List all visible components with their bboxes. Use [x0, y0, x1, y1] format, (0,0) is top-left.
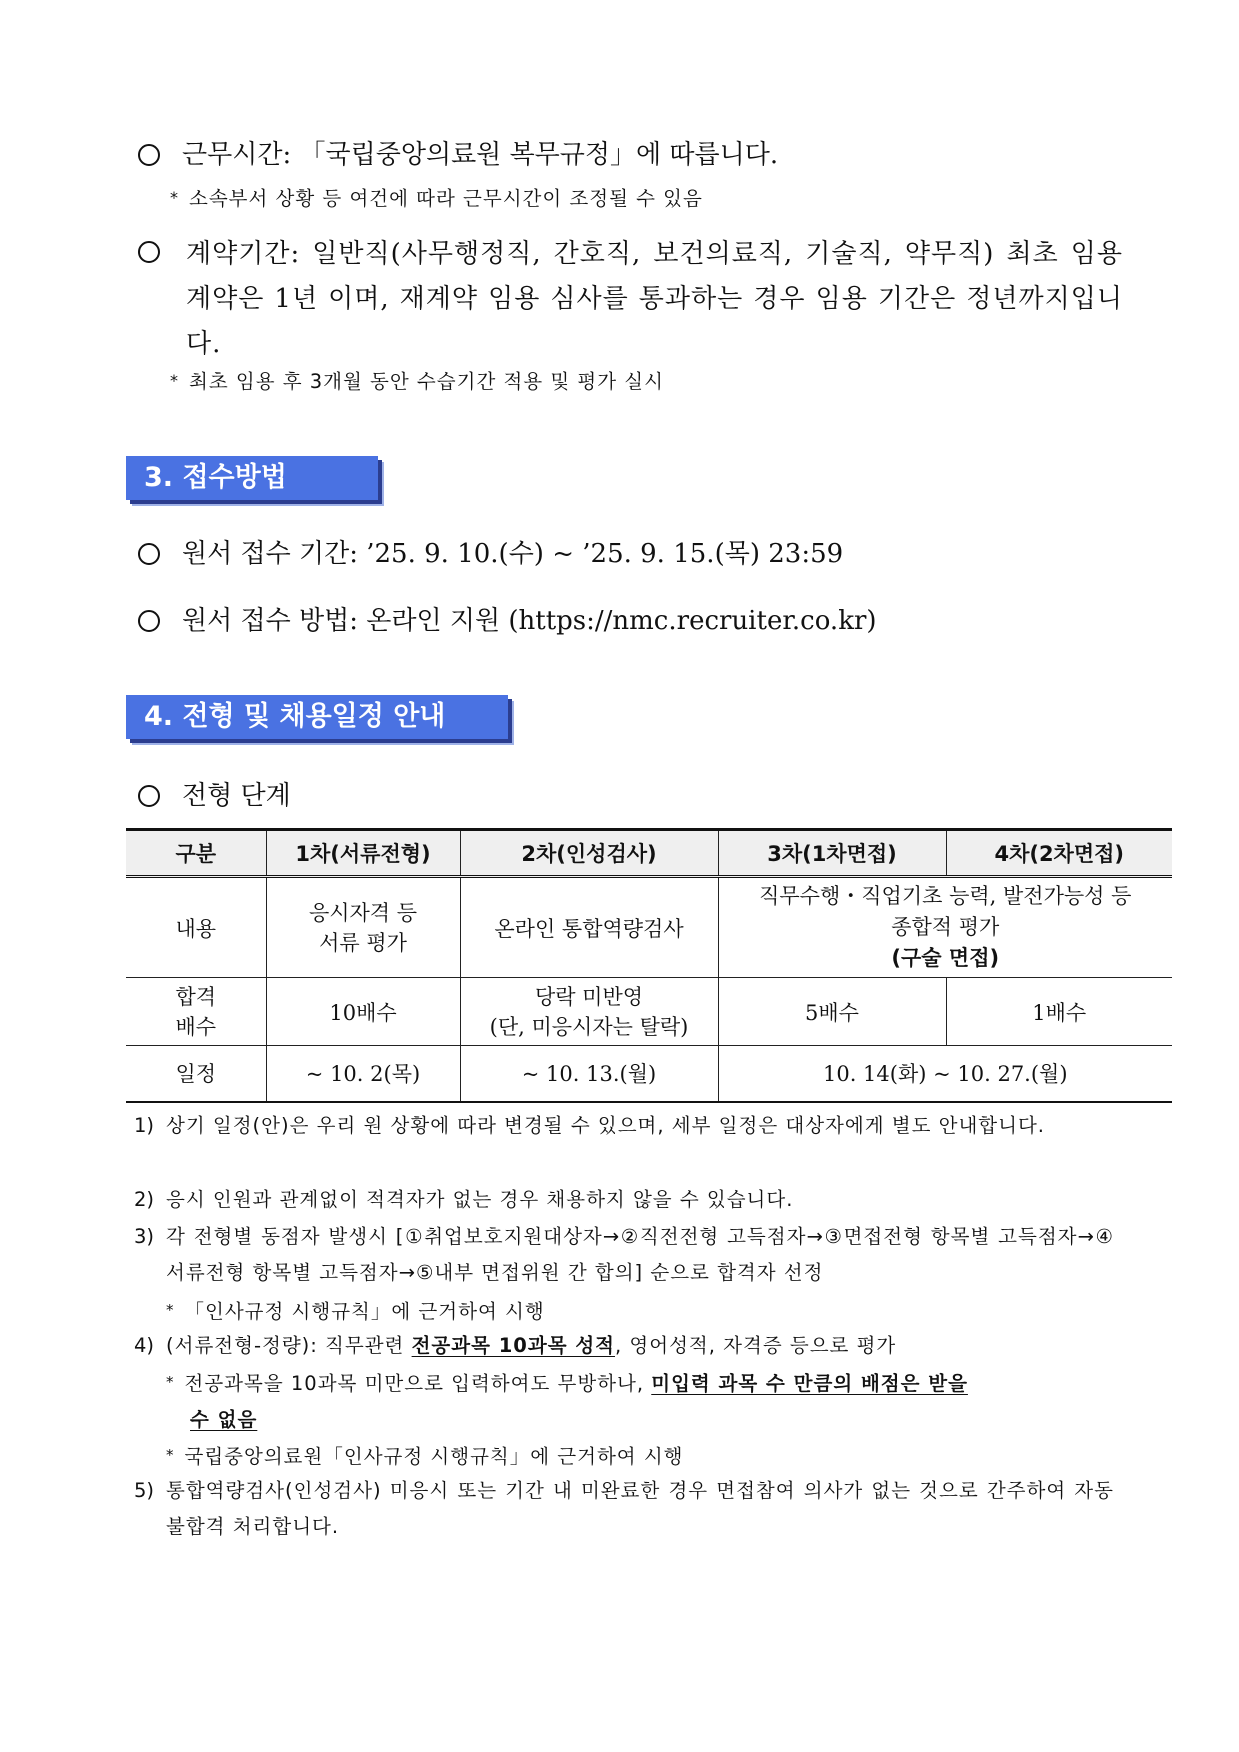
- application-period-text: 원서 접수 기간: ’25. 9. 10.(수) ~ ’25. 9. 15.(목) 23:59: [182, 539, 844, 569]
- schedule-stage-3-4: 10. 14(화) ~ 10. 27.(월): [718, 1046, 1172, 1102]
- footnote-4-pre: (서류전형-정량): 직무관련: [166, 1334, 412, 1357]
- content-stage-1-line1: 응시자격 등: [308, 900, 418, 925]
- footnote-number: 2): [134, 1188, 155, 1211]
- circle-bullet-icon: [138, 610, 160, 632]
- asterisk-icon: *: [166, 1373, 175, 1391]
- footnote-4-note-1-emphasis-cont: 수 없음: [190, 1408, 258, 1431]
- circle-bullet-icon: [138, 543, 160, 565]
- screening-stages-text: 전형 단계: [182, 781, 291, 811]
- content-stage-3-line1: 직무수행・직업기초 능력, 발전가능성 등: [759, 884, 1132, 908]
- pass-stage-1: 10배수: [266, 978, 460, 1046]
- asterisk-icon: *: [170, 371, 179, 390]
- footnote-3-note: [166, 1292, 1114, 1330]
- content-stage-3-line3: (구술 면접): [891, 946, 1000, 970]
- contract-item: [138, 232, 1123, 367]
- header-stage-1: 1차(서류전형): [266, 830, 460, 877]
- footnote-3-text: 각 전형별 동점자 발생시 [①취업보호지원대상자→②직전전형 고득점자→③면접전형 항목별 고득점자→④서류전형 항목별 고득점자→⑤내부 면접위원 간 합의] 순으로 합격자 선정: [166, 1225, 1114, 1284]
- table-row-pass-multiple: [126, 978, 1172, 1046]
- asterisk-icon: *: [166, 1301, 175, 1319]
- circle-bullet-icon: [138, 785, 160, 807]
- screening-schedule-table: [126, 828, 1172, 1103]
- header-stage-2: 2차(인성검사): [460, 830, 718, 877]
- footnote-number: 3): [134, 1225, 155, 1248]
- contract-text: 계약기간: 일반직(사무행정직, 간호직, 보건의료직, 기술직, 약무직) 최초 임용계약은 1년 이며, 재계약 임용 심사를 통과하는 경우 임용 기간은 정년까지입니다.: [186, 239, 1123, 359]
- footnote-number: 4): [134, 1334, 155, 1357]
- pass-stage-2-line2: (단, 미응시자는 탈락): [489, 1014, 689, 1039]
- section-header-4: 4. 전형 및 채용일정 안내: [126, 695, 508, 739]
- footnote-1: [134, 1108, 1114, 1144]
- application-method-item: [138, 604, 877, 638]
- pass-stage-3: 5배수: [718, 978, 946, 1046]
- table-row-content: [126, 877, 1172, 978]
- footnote-4-post: , 영어성적, 자격증 등으로 평가: [615, 1334, 897, 1357]
- circle-bullet-icon: [138, 144, 160, 166]
- work-hours-note: [170, 184, 703, 213]
- footnote-4-note-2: [166, 1437, 1114, 1475]
- work-hours-text: 근무시간: 「국립중앙의료원 복무규정」에 따릅니다.: [182, 140, 779, 170]
- pass-stage-4: 1배수: [946, 978, 1172, 1046]
- header-category: 구분: [126, 830, 266, 877]
- footnote-3-note-text: 「인사규정 시행규칙」에 근거하여 시행: [184, 1300, 545, 1323]
- footnote-2: [134, 1182, 1114, 1218]
- schedule-stage-1: ~ 10. 2(목): [266, 1046, 460, 1102]
- footnote-4: [134, 1328, 1114, 1364]
- content-stage-2: 온라인 통합역량검사: [460, 877, 718, 978]
- pass-stage-2-line1: 당락 미반영: [534, 984, 644, 1009]
- screening-stages-item: [138, 779, 291, 813]
- row-label-schedule: 일정: [126, 1046, 266, 1102]
- footnote-4-note-1: [166, 1364, 1114, 1438]
- content-stage-1: [266, 877, 460, 978]
- asterisk-icon: *: [170, 188, 179, 207]
- asterisk-icon: *: [166, 1446, 175, 1464]
- pass-stage-2: [460, 978, 718, 1046]
- work-hours-item: [138, 138, 778, 172]
- footnote-number: 1): [134, 1114, 155, 1137]
- schedule-stage-2: ~ 10. 13.(월): [460, 1046, 718, 1102]
- content-stage-3-4: [718, 877, 1172, 978]
- footnote-2-text: 응시 인원과 관계없이 적격자가 없는 경우 채용하지 않을 수 있습니다.: [166, 1188, 794, 1211]
- footnote-3: [134, 1219, 1114, 1291]
- table-row-schedule: [126, 1046, 1172, 1102]
- footnote-5: [134, 1473, 1114, 1545]
- footnote-5-text: 통합역량검사(인성검사) 미응시 또는 기간 내 미완료한 경우 면접참여 의사가 없는 것으로 간주하여 자동 불합격 처리합니다.: [166, 1479, 1114, 1538]
- application-method-text: 원서 접수 방법: 온라인 지원 (https://nmc.recruiter.co.kr): [182, 606, 877, 636]
- row-label-pass: [126, 978, 266, 1046]
- footnote-4-emphasis: 전공과목 10과목 성적: [411, 1334, 616, 1357]
- footnote-4-note-2-text: 국립중앙의료원「인사규정 시행규칙」에 근거하여 시행: [184, 1445, 684, 1468]
- footnote-1-text: 상기 일정(안)은 우리 원 상황에 따라 변경될 수 있으며, 세부 일정은 대상자에게 별도 안내합니다.: [166, 1114, 1045, 1137]
- footnote-number: 5): [134, 1479, 155, 1502]
- row-label-content: 내용: [126, 877, 266, 978]
- footnote-4-note-1-emphasis: 미입력 과목 수 만큼의 배점은 받을: [651, 1372, 968, 1395]
- circle-bullet-icon: [138, 241, 160, 263]
- header-stage-4: 4차(2차면접): [946, 830, 1172, 877]
- row-label-pass-line1: 합격: [175, 984, 217, 1009]
- content-stage-3-line2: 종합적 평가: [891, 915, 1000, 939]
- header-stage-3: 3차(1차면접): [718, 830, 946, 877]
- application-period-item: [138, 537, 843, 571]
- section-header-3: 3. 접수방법: [126, 456, 378, 500]
- row-label-pass-line2: 배수: [175, 1014, 217, 1039]
- contract-note: [170, 367, 664, 396]
- table-header-row: [126, 830, 1172, 877]
- footnote-4-text: [166, 1328, 1114, 1364]
- footnote-4-note-1-pre: 전공과목을 10과목 미만으로 입력하여도 무방하나,: [184, 1372, 652, 1395]
- work-hours-note-text: 소속부서 상황 등 여건에 따라 근무시간이 조정될 수 있음: [189, 187, 703, 210]
- contract-note-text: 최초 임용 후 3개월 동안 수습기간 적용 및 평가 실시: [189, 370, 664, 393]
- content-stage-1-line2: 서류 평가: [319, 930, 407, 955]
